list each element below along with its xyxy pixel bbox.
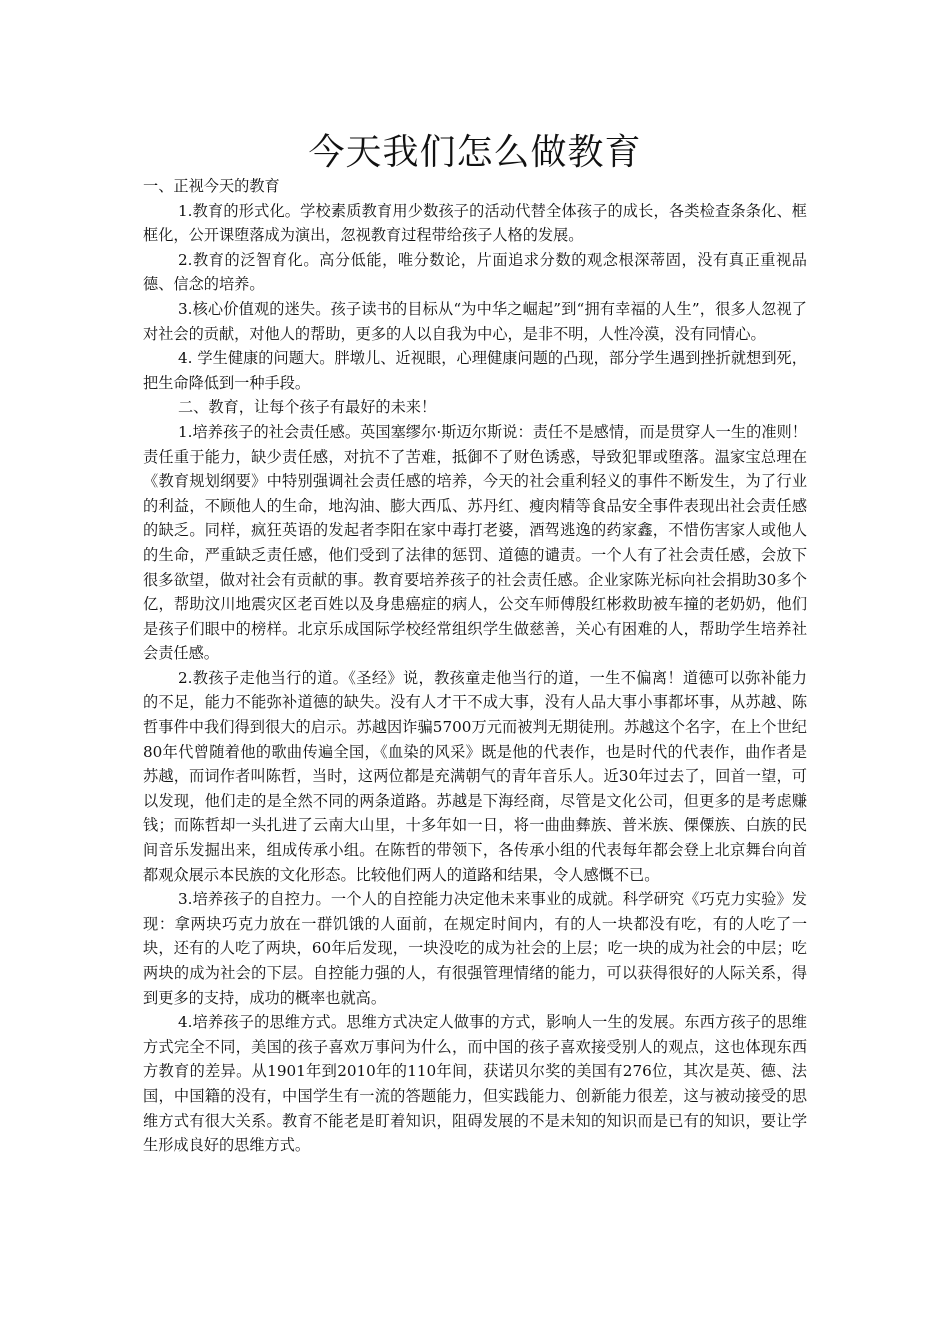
paragraph: 3.核心价值观的迷失。孩子读书的目标从“为中华之崛起”到“拥有幸福的人生”，很多人忽视了对社会的贡献，对他人的帮助，更多的人以自我为中心，是非不明，人性冷漠，没有同情心。 — [143, 299, 807, 343]
paragraph: 4. 学生健康的问题大。胖墩儿、近视眼，心理健康问题的凸现，部分学生遇到挫折就想到死，把生命降低到一种手段。 — [143, 349, 807, 392]
paragraph: 2.教孩子走他当行的道。《圣经》说，教孩童走他当行的道，一生不偏离！道德可以弥补能力的不足，能力不能弥补道德的缺失。没有人才干不成大事，没有人品大事小事都坏事，从苏越、陈哲事件中我们得到很大的启示。苏越因诈骗5700万元而被判无期徒刑。苏越这个名字，在上个世纪80年代曾随着他的歌曲传遍全国，《血染的风采》既是他的代表作，也是时代的代表作，曲作者是苏越，而词作者叫陈哲，当时，这两位都是充满朝气的青年音乐人。近30年过去了，回首一望，可以发现，他们走的是全然不同的两条道路。苏越是下海经商，尽管是文化公司，但更多的是考虑赚钱；而陈哲却一头扎进了云南大山里，十多年如一日，将一曲曲彝族、普米族、傈僳族、白族的民间音乐发掘出来，组成传承小组。在陈哲的带领下，各传承小组的代表每年都会登上北京舞台向首都观众展示本民族的文化形态。比较他们两人的道路和结果，令人感慨不已。 — [143, 668, 807, 884]
paragraph: 1.教育的形式化。学校素质教育用少数孩子的活动代替全体孩子的成长，各类检查条条化、框框化，公开课堕落成为演出，忽视教育过程带给孩子人格的发展。 — [143, 201, 807, 245]
document-body — [143, 174, 807, 1158]
paragraph: 3.培养孩子的自控力。一个人的自控能力决定他未来事业的成就。科学研究《巧克力实验》发现：拿两块巧克力放在一群饥饿的人面前，在规定时间内，有的人一块都没有吃，有的人吃了一块，还有的人吃了两块，60年后发现，一块没吃的成为社会的上层；吃一块的成为社会的中层；吃两块的成为社会的下层。自控能力强的人，有很强管理情绪的能力，可以获得很好的人际关系，得到更多的支持，成功的概率也就高。 — [143, 890, 807, 1007]
paragraph: 4.培养孩子的思维方式。思维方式决定人做事的方式，影响人一生的发展。东西方孩子的思维方式完全不同，美国的孩子喜欢万事问为什么，而中国的孩子喜欢接受别人的观点，这也体现东西方教育的差异。从1901年到2010年的110年间，获诺贝尔奖的美国有276位，其次是英、德、法国，中国籍的没有，中国学生有一流的答题能力，但实践能力、创新能力很差，这与被动接受的思维方式有很大关系。教育不能老是盯着知识，阻碍发展的不是未知的知识而是已有的知识，要让学生形成良好的思维方式。 — [143, 1013, 807, 1155]
section-heading-2: 二、教育，让每个孩子有最好的未来！ — [177, 398, 437, 417]
paragraph: 1.培养孩子的社会责任感。英国塞缪尔·斯迈尔斯说：责任不是感情，而是贯穿人一生的准则！责任重于能力，缺少责任感，对抗不了苦难，抵御不了财色诱惑，导致犯罪或堕落。温家宝总理在《教育规划纲要》中特别强调社会责任感的培养，今天的社会重利轻义的事件不断发生，为了行业的利益，不顾他人的生命，地沟油、膨大西瓜、苏丹红、瘦肉精等食品安全事件表现出社会责任感的缺乏。同样，疯狂英语的发起者李阳在家中毒打老婆，酒驾逃逸的药家鑫，不惜伤害家人或他人的生命，严重缺乏责任感，他们受到了法律的惩罚、道德的谴责。一个人有了社会责任感，会放下很多欲望，做对社会有贡献的事。教育要培养孩子的社会责任感。企业家陈光标向社会捐助30多个亿，帮助汶川地震灾区老百姓以及身患癌症的病人，公交车师傅殷红彬救助被车撞的老奶奶，他们是孩子们眼中的榜样。北京乐成国际学校经常组织学生做慈善，关心有困难的人，帮助学生培养社会责任感。 — [143, 422, 807, 663]
section-heading-1: 一、正视今天的教育 — [143, 177, 280, 195]
document-title: 今天我们怎么做教育 — [308, 132, 642, 173]
paragraph: 2.教育的泛智育化。高分低能，唯分数论，片面追求分数的观念根深蒂固，没有真正重视品德、信念的培养。 — [143, 250, 807, 294]
